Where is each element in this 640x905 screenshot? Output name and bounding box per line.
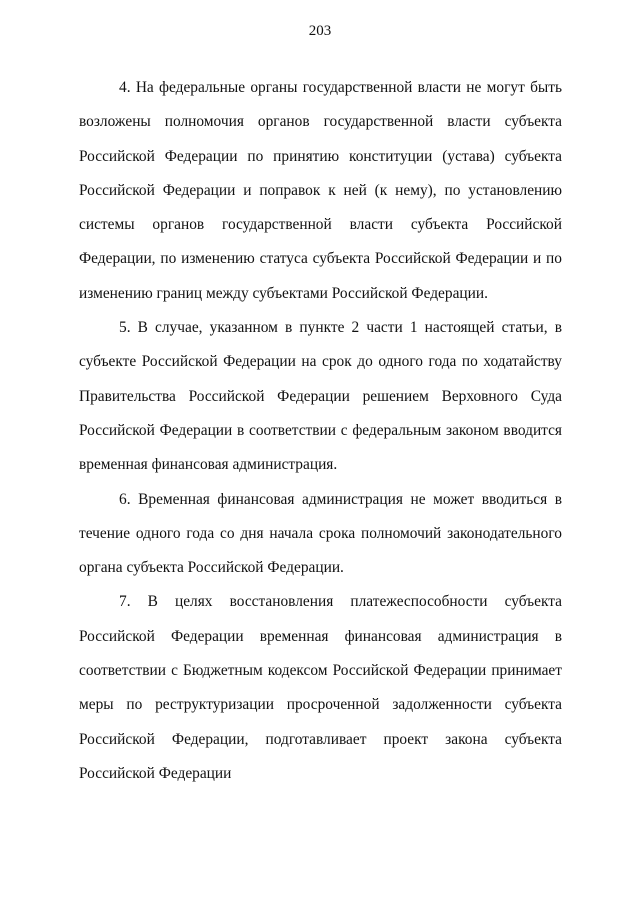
paragraph-5: 5. В случае, указанном в пункте 2 части 1 настоящей статьи, в субъекте Российской Федерации на срок до одного года по ходатайству Правительства Российской Федерации решением Верховного Суда Российской Федерации в соответствии с федеральным законом вводится временная финансовая администрация. <box>79 319 562 474</box>
paragraph-6: 6. Временная финансовая администрация не может вводиться в течение одного года со дня начала срока полномочий законодательного органа субъекта Российской Федерации. <box>79 490 562 577</box>
paragraph-4: 4. На федеральные органы государственной власти не могут быть возложены полномочия органов государственной власти субъекта Российской Федерации по принятию конституции (устава) субъекта Российской Федерации и поправок к ней (к нему), по установлению системы органов государственной власти субъекта Российской Федерации, по изменению статуса субъекта Российской Федерации и по изменению границ между субъектами Российской Федерации. <box>79 79 562 302</box>
page-number: 203 <box>308 23 332 39</box>
document-body <box>79 71 562 791</box>
paragraph-7: 7. В целях восстановления платежеспособности субъекта Российской Федерации временная финансовая администрация в соответствии с Бюджетным кодексом Российской Федерации принимает меры по реструктуризации просроченной задолженности субъекта Российской Федерации, подготавливает проект закона субъекта Российской Федерации <box>79 593 562 782</box>
